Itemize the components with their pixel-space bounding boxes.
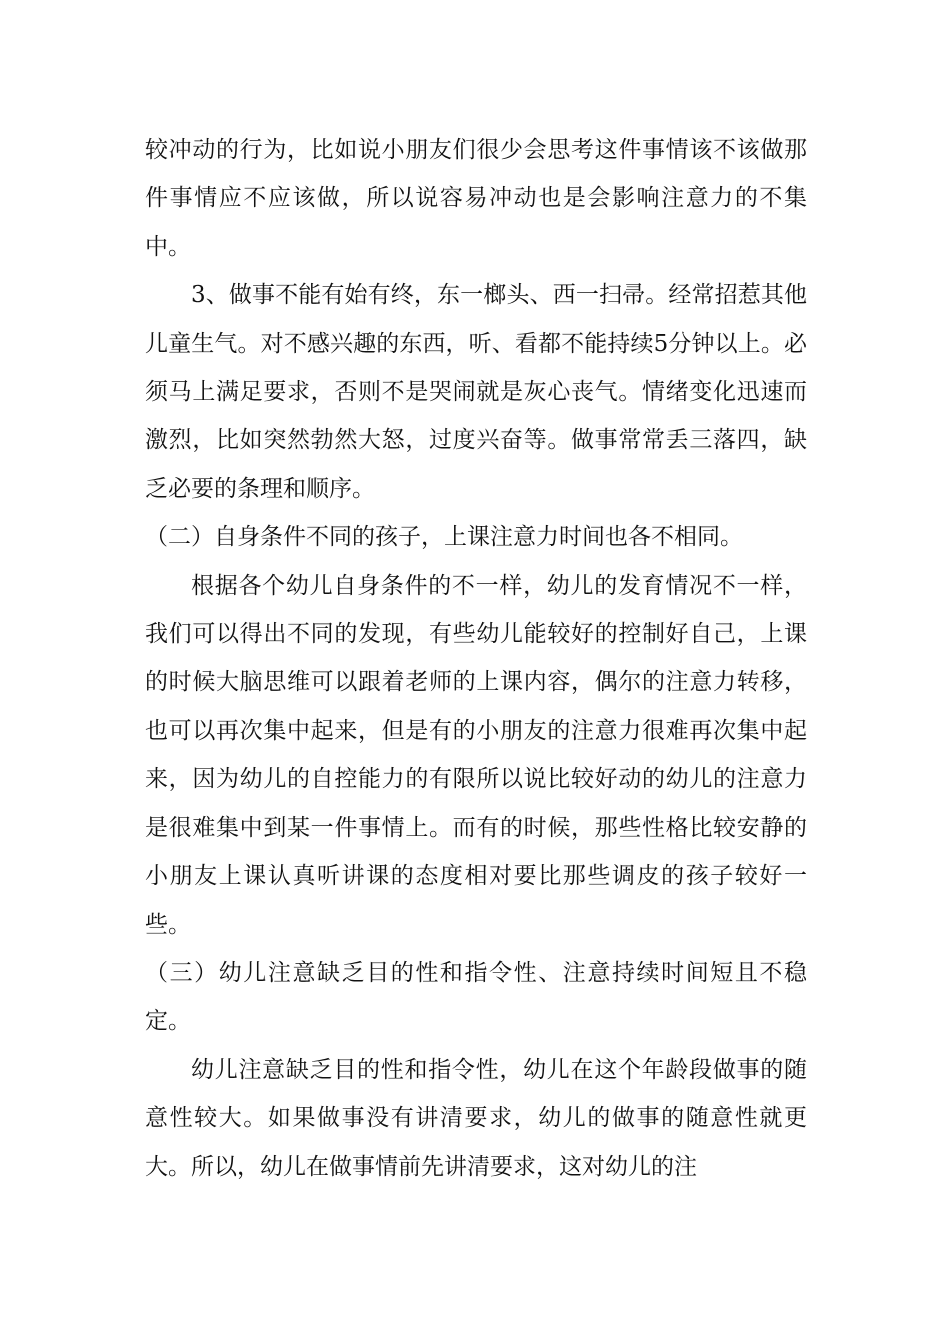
paragraph-individual-conditions: 根据各个幼儿自身条件的不一样，幼儿的发育情况不一样，我们可以得出不同的发现，有些幼儿能较好的控制好自己，上课的时候大脑思维可以跟着老师的上课内容，偶尔的注意力转移，也可以再次集中起来，但是有的小朋友的注意力很难再次集中起来，因为幼儿的自控能力的有限所以说比较好动的幼儿的注意力是很难集中到某一件事情上。而有的时候，那些性格比较安静的小朋友上课认真听讲课的态度相对要比那些调皮的孩子较好一些。 <box>145 572 807 938</box>
paragraph-point-3: 3、做事不能有始有终，东一榔头、西一扫帚。经常招惹其他儿童生气。对不感兴趣的东西，听、看都不能持续5分钟以上。必须马上满足要求，否则不是哭闹就是灰心丧气。情绪变化迅速而激烈，比如突然勃然大怒，过度兴奋等。做事常常丢三落四，缺乏必要的条理和顺序。 <box>145 282 807 502</box>
document-body <box>145 126 807 1191</box>
paragraph-impulsive-behavior: 较冲动的行为，比如说小朋友们很少会思考这件事情该不该做那件事情应不应该做，所以说容易冲动也是会影响注意力的不集中。 <box>145 137 807 260</box>
paragraph-lack-of-purpose: 幼儿注意缺乏目的性和指令性，幼儿在这个年龄段做事的随意性较大。如果做事没有讲清要求，幼儿的做事的随意性就更大。所以，幼儿在做事情前先讲清要求，这对幼儿的注 <box>145 1056 807 1180</box>
section-heading-2: （二）自身条件不同的孩子，上课注意力时间也各不相同。 <box>145 524 743 551</box>
section-heading-3: （三）幼儿注意缺乏目的性和指令性、注意持续时间短且不稳定。 <box>145 959 807 1035</box>
